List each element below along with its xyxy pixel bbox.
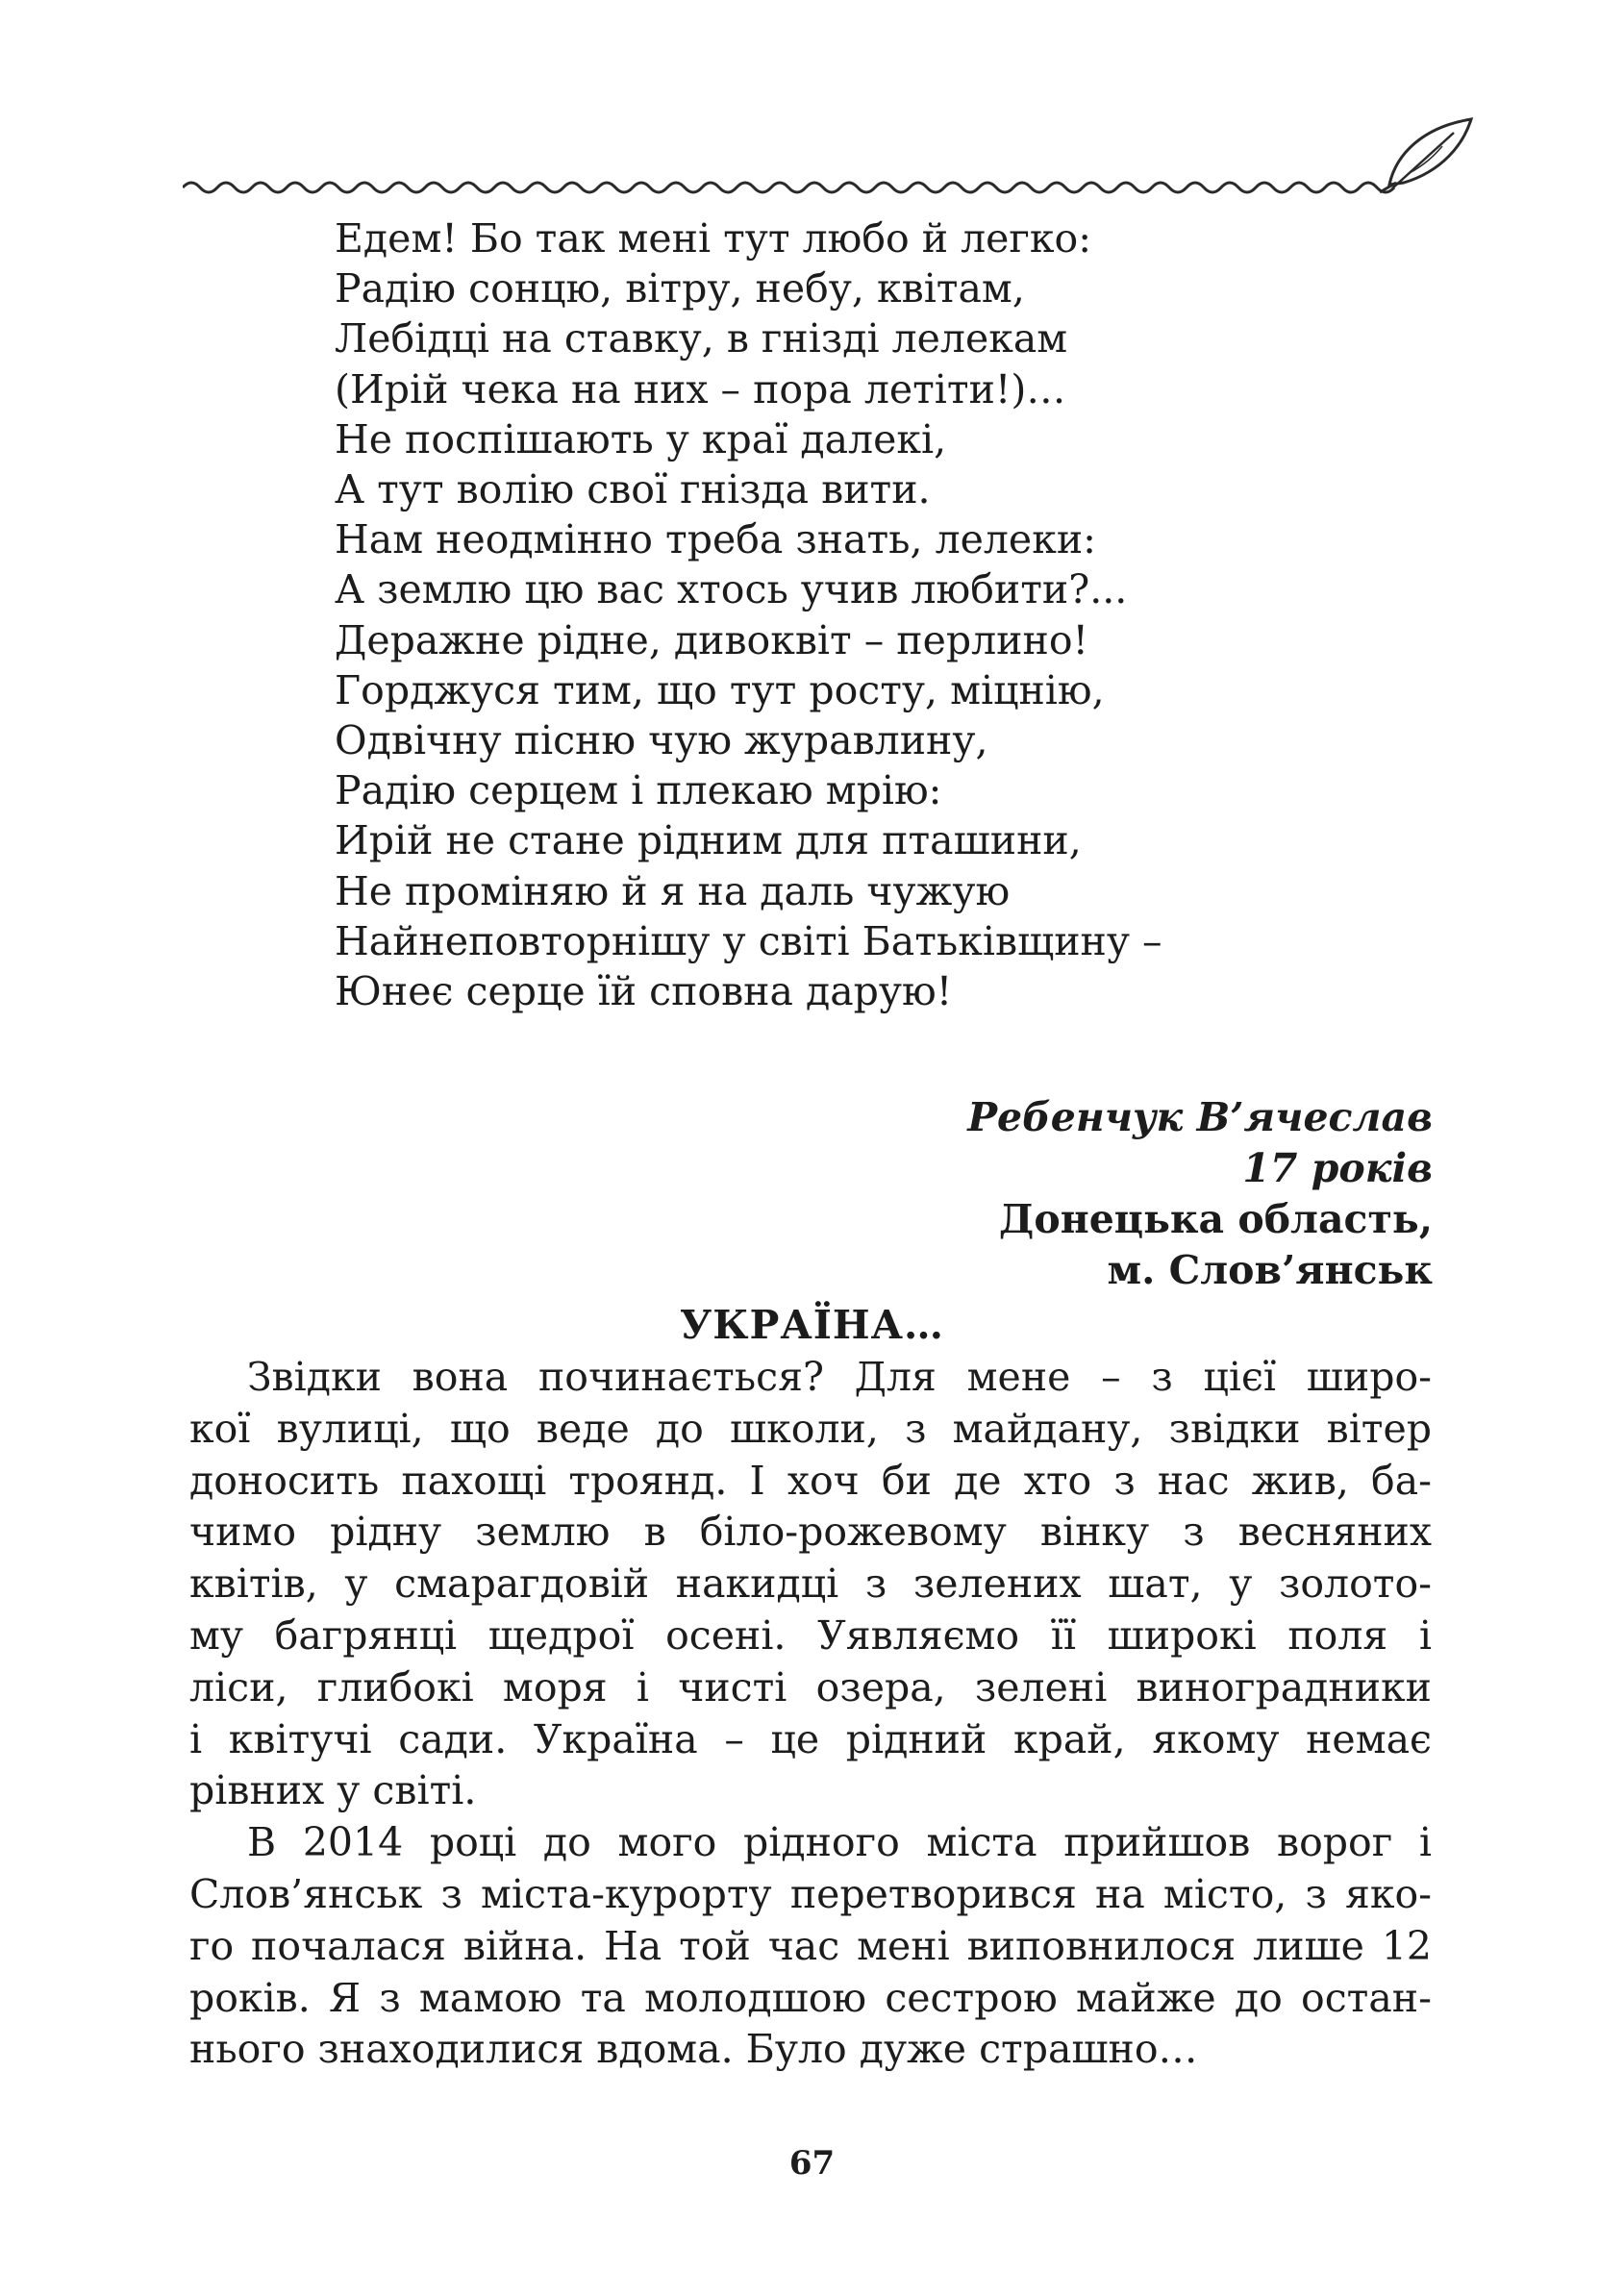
text-line: му багрянці щедрої осені. Уявляємо її широкі поля і bbox=[189, 1611, 1432, 1659]
poem-line: Юнеє серце їй сповна дарую! bbox=[335, 968, 953, 1015]
text-line: В 2014 році до мого рідного міста прийшов ворог і bbox=[247, 1819, 1432, 1866]
page-number: 67 bbox=[788, 2144, 836, 2183]
quill-icon bbox=[1380, 119, 1471, 192]
poem bbox=[335, 213, 1392, 1016]
author-signature bbox=[967, 1092, 1433, 1296]
poem-line: Едем! Бо так мені тут любо й легко: bbox=[335, 215, 1092, 262]
author-region: Донецька область, bbox=[998, 1196, 1433, 1242]
poem-line: Лебідці на ставку, в гнізді лелекам bbox=[335, 315, 1068, 362]
text-line: чимо рідну землю в біло-рожевому вінку з весняних bbox=[189, 1509, 1432, 1556]
poem-line: Не проміняю й я на даль чужую bbox=[335, 867, 1011, 914]
author-age: 17 років bbox=[1242, 1145, 1433, 1191]
wavy-line-with-quill-icon bbox=[183, 115, 1490, 212]
essay-title: УКРАЇНА… bbox=[679, 1302, 945, 1348]
text-line: ліси, глибокі моря і чисті озера, зелені виноградники bbox=[189, 1663, 1432, 1710]
poem-line: Радію сонцю, вітру, небу, квітам, bbox=[335, 265, 1025, 312]
poem-line: Радію серцем і плекаю мрію: bbox=[335, 767, 942, 814]
poem-line: А тут волію свої гнізда вити. bbox=[335, 466, 931, 513]
essay-paragraph bbox=[189, 1352, 1432, 1817]
poem-line: Найнеповторнішу у світі Батьківщину – bbox=[335, 917, 1162, 964]
text-line: кої вулиці, що веде до школи, з майдану, звідки вітер bbox=[189, 1405, 1432, 1452]
poem-line: Не поспішають у краї далекі, bbox=[335, 415, 947, 462]
poem-line: А землю цю вас хтось учив любити?... bbox=[335, 566, 1128, 613]
essay-paragraph bbox=[189, 1817, 1432, 2076]
text-line: Слов’янськ з міста-курорту перетворився на місто, з яко- bbox=[189, 1870, 1432, 1917]
poem-line: Деражне рідне, дивоквіт – перлино! bbox=[335, 616, 1088, 663]
text-line: рівних у світі. bbox=[189, 1767, 477, 1814]
text-line: нього знаходилися вдома. Було дуже страшно… bbox=[189, 2026, 1198, 2073]
text-line: Звідки вона починається? Для мене – з цієї широ- bbox=[247, 1354, 1432, 1400]
author-city: м. Слов’янськ bbox=[1107, 1247, 1433, 1293]
text-line: доносить пахощі троянд. І хоч би де хто з нас жив, ба- bbox=[189, 1457, 1432, 1504]
text-line: років. Я з мамою та молодшою сестрою майже до остан- bbox=[189, 1974, 1432, 2021]
text-line: і квітучі сади. Україна – це рідний край, якому немає bbox=[189, 1715, 1432, 1762]
essay-body bbox=[189, 1352, 1432, 2076]
poem-line: Горджуся тим, що тут росту, міцнію, bbox=[335, 666, 1105, 713]
text-line: квітів, у смарагдовій накидці з зелених шат, у золото- bbox=[189, 1560, 1432, 1608]
poem-line: Нам неодмінно треба знать, лелеки: bbox=[335, 516, 1096, 563]
poem-line: (Ирій чека на них – пора летіти!)… bbox=[335, 365, 1066, 412]
poem-line: Одвічну пісню чую журавлину, bbox=[335, 717, 988, 764]
author-name: Ребенчук В’ячеслав bbox=[967, 1094, 1433, 1140]
poem-line: Ирій не стане рідним для пташини, bbox=[335, 817, 1082, 864]
text-line: го почалася війна. На той час мені виповнилося лише 12 bbox=[189, 1922, 1432, 1969]
